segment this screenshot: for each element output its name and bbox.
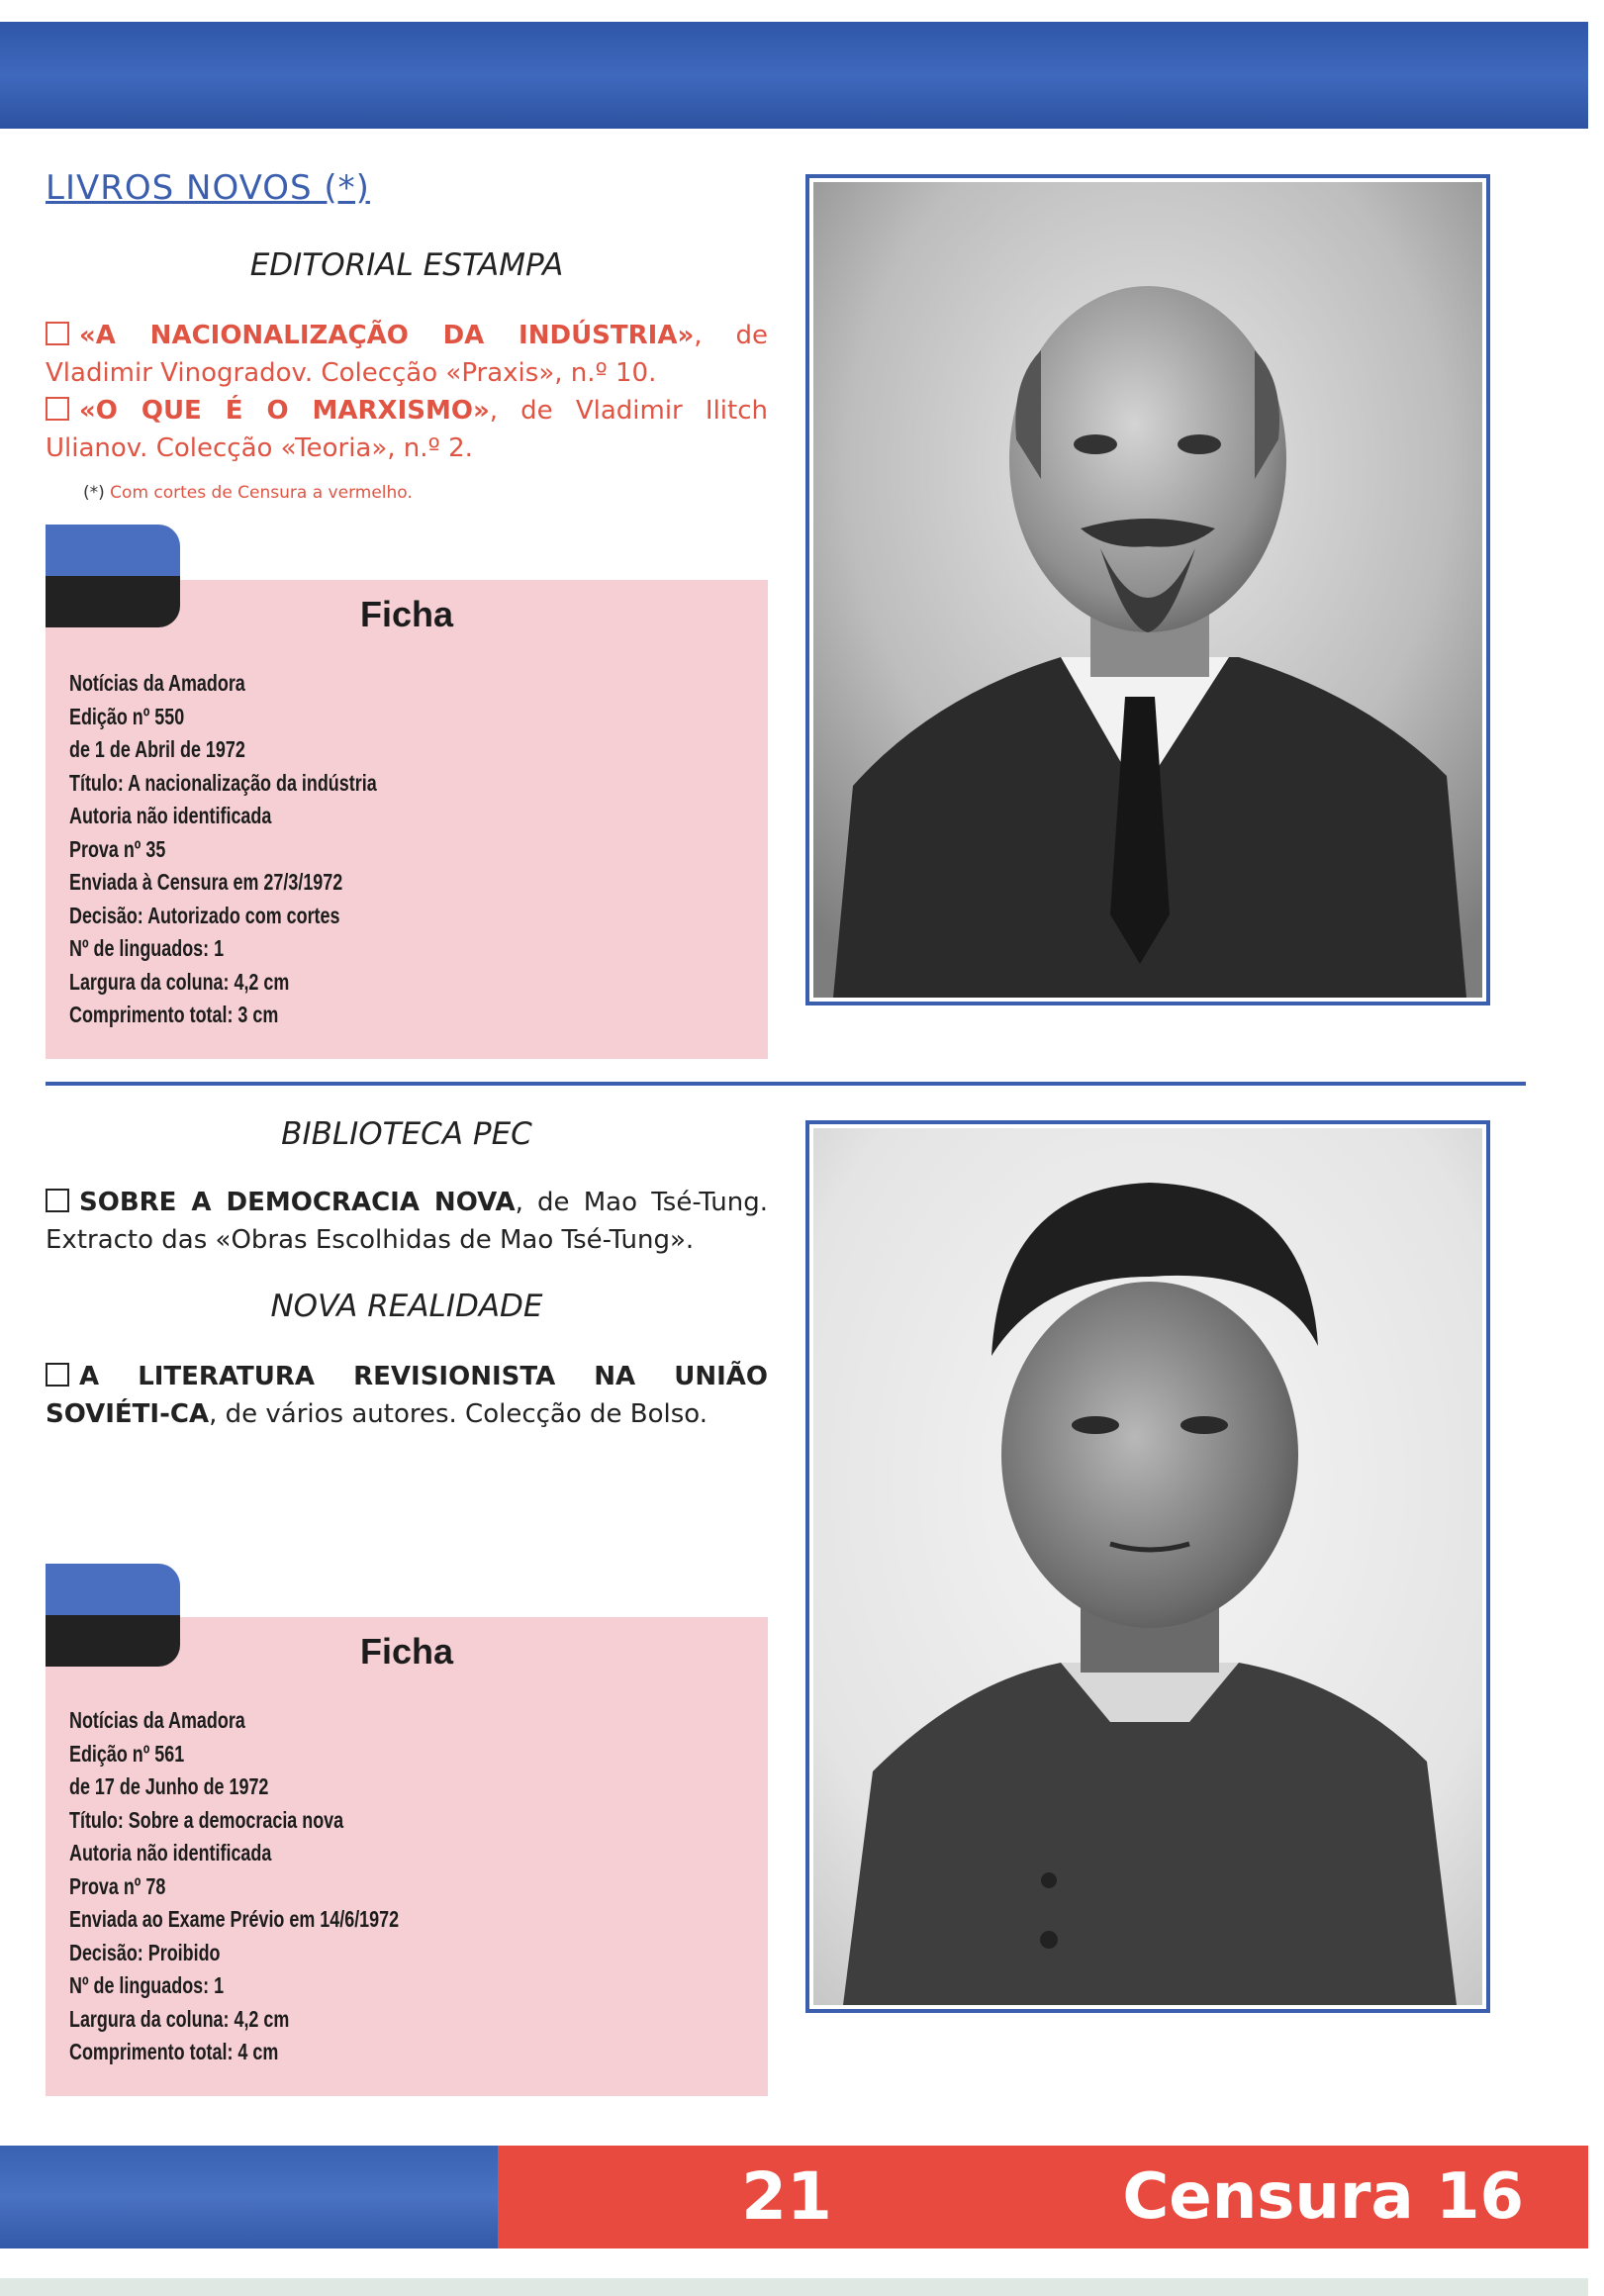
page-number: 21 — [741, 2158, 832, 2235]
checkbox-square-icon — [46, 1363, 69, 1387]
portrait-photo-2 — [805, 1120, 1490, 2013]
ficha-line: Prova nº 35 — [69, 835, 166, 862]
checkbox-square-icon — [46, 397, 69, 421]
ficha-line: Notícias da Amadora — [69, 1707, 245, 1733]
ficha-title: Ficha — [359, 594, 454, 634]
book-entry-4 — [46, 1358, 768, 1433]
footer-blue-band — [0, 2146, 498, 2248]
ficha-line: Comprimento total: 4 cm — [69, 2039, 279, 2064]
ficha-tab-marker — [46, 1564, 180, 1667]
ficha-line: Decisão: Autorizado com cortes — [69, 902, 340, 928]
publisher-biblioteca-pec: BIBLIOTECA PEC — [281, 1116, 532, 1152]
section-heading: LIVROS NOVOS (*) — [46, 168, 370, 208]
ficha-line: Autoria não identificada — [69, 803, 272, 828]
ficha-line: Largura da coluna: 4,2 cm — [69, 968, 290, 995]
ficha-line: Largura da coluna: 4,2 cm — [69, 2005, 290, 2032]
ficha-line: de 17 de Junho de 1972 — [69, 1773, 269, 1799]
ficha-line: Prova nº 78 — [69, 1872, 166, 1899]
portrait-photo-1 — [805, 174, 1490, 1005]
ficha-lines — [69, 1704, 399, 2069]
ficha-lines — [69, 667, 377, 1032]
footnote — [83, 483, 413, 503]
book-entry-1 — [46, 317, 768, 392]
book-title-1: «A NACIONALIZAÇÃO DA INDÚSTRIA» — [79, 321, 695, 350]
footnote-mark: (*) — [83, 483, 105, 503]
book-title-3: SOBRE A DEMOCRACIA NOVA — [79, 1188, 516, 1217]
ficha-tab-marker — [46, 525, 180, 627]
ficha-line: Comprimento total: 3 cm — [69, 1002, 279, 1027]
book-details-1: , de Vladimir Vinogradov. Colecção «Praxis», n.º 10. — [46, 321, 769, 388]
ficha-line: Enviada à Censura em 27/3/1972 — [69, 869, 343, 895]
ficha-line: Edição nº 550 — [69, 703, 185, 729]
section-divider — [46, 1082, 1526, 1086]
publication-title: Censura 16 — [1122, 2160, 1524, 2234]
ficha-title: Ficha — [359, 1631, 454, 1672]
book-details-3: , de Mao Tsé-Tung. Extracto das «Obras Escolhidas de Mao Tsé-Tung». — [46, 1188, 768, 1255]
ficha-card-1 — [46, 580, 768, 1059]
ficha-line: Decisão: Proibido — [69, 1939, 221, 1965]
top-color-band — [0, 22, 1588, 129]
ficha-line: Enviada ao Exame Prévio em 14/6/1972 — [69, 1906, 400, 1932]
publisher-editorial-estampa: EDITORIAL ESTAMPA — [249, 247, 564, 283]
book-details-4: , de vários autores. Colecção de Bolso. — [209, 1399, 708, 1429]
ficha-line: Nº de linguados: 1 — [69, 1972, 225, 1998]
checkbox-square-icon — [46, 322, 69, 345]
book-title-4: A LITERATURA REVISIONISTA NA UNIÃO SOVIÉTI-CA — [46, 1362, 768, 1429]
book-entry-3 — [46, 1184, 768, 1259]
publisher-nova-realidade: NOVA REALIDADE — [270, 1289, 543, 1324]
portrait-illustration-1 — [813, 182, 1482, 998]
book-title-2: «O QUE É O MARXISMO» — [79, 396, 490, 426]
ficha-line: Edição nº 561 — [69, 1740, 185, 1767]
checkbox-square-icon — [46, 1189, 69, 1212]
ficha-line: de 1 de Abril de 1972 — [69, 736, 245, 762]
ficha-line: Autoria não identificada — [69, 1840, 272, 1866]
ficha-line: Título: Sobre a democracia nova — [69, 1806, 344, 1833]
bottom-strip — [0, 2278, 1588, 2296]
book-entry-2 — [46, 392, 768, 467]
ficha-card-2 — [46, 1617, 768, 2096]
portrait-illustration-2 — [813, 1128, 1482, 2005]
footnote-text: Com cortes de Censura a vermelho. — [110, 483, 413, 503]
book-details-2: , de Vladimir Ilitch Ulianov. Colecção «Teoria», n.º 2. — [46, 396, 768, 463]
ficha-line: Título: A nacionalização da indústria — [69, 769, 377, 796]
ficha-line: Nº de linguados: 1 — [69, 935, 225, 961]
ficha-line: Notícias da Amadora — [69, 670, 245, 696]
